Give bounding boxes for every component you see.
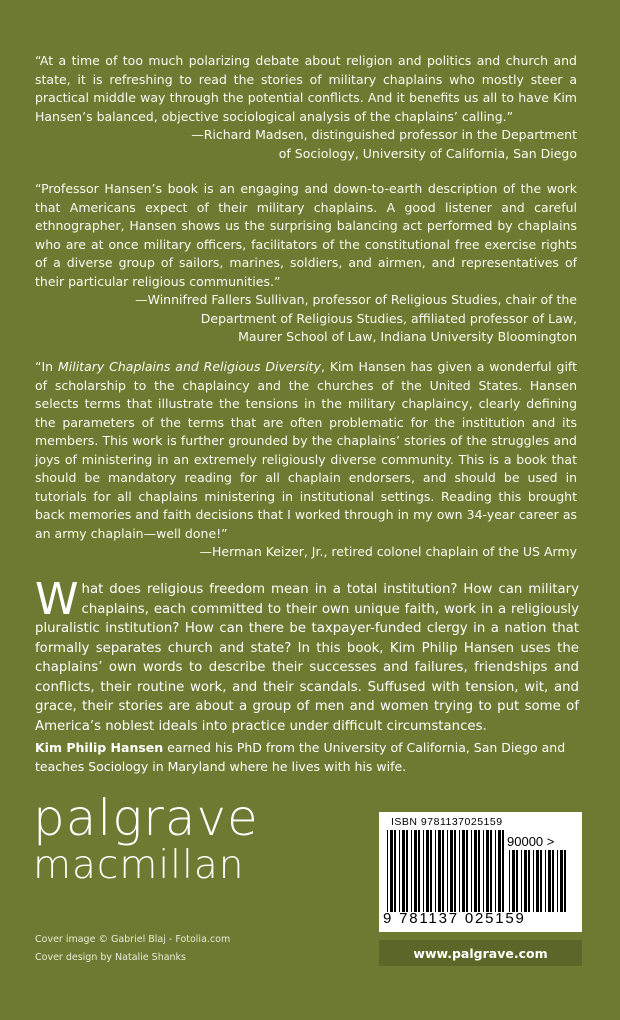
- barcode-bar: [426, 830, 429, 912]
- quote-attribution: —Herman Keizer, Jr., retired colonel chaplain of the US Army: [199, 544, 577, 559]
- barcode-bar: [486, 830, 489, 912]
- barcode-bar: [521, 850, 522, 912]
- barcode-bar: [387, 830, 388, 912]
- barcode-bar: [524, 850, 527, 912]
- publisher-logo: palgrave macmillan: [33, 789, 259, 888]
- barcode-bar: [411, 830, 412, 912]
- quote-attribution: —Winnifred Fallers Sullivan, professor of Religious Studies, chair of the Department of Religious Studies, affiliated professor of Law, Maurer School of Law, Indiana University Bloomington: [135, 292, 577, 344]
- barcode-bar: [509, 850, 510, 912]
- book-description: What does religious freedom mean in a total institution? How can military chaplains, each committed to their own unique faith, work in a religiously pluralistic institution? How can there be taxpayer-funded clergy in a nation that formally separates church and state? In this book, Kim Philip Hansen uses the chaplains’ own words to describe their successes and failures, friendships and conflicts, their routine work, and their scandals. Suffused with tension, wit, and grace, their stories are about a group of men and women trying to put some of America’s noblest ideals into practice under difficult circumstances.: [35, 574, 579, 734]
- barcode-bar: [438, 830, 441, 912]
- review-quote-1: [35, 52, 577, 163]
- barcode-bar: [462, 830, 465, 912]
- review-quote-2: [35, 180, 577, 347]
- drop-cap: W: [35, 574, 79, 625]
- cover-credits: Cover image © Gabriel Blaj - Fotolia.com Cover design by Natalie Shanks: [35, 934, 231, 963]
- barcode-bar: [478, 830, 480, 912]
- barcode-bar: [545, 850, 546, 912]
- publisher-website: www.palgrave.com: [379, 940, 582, 966]
- quote-text: “In Military Chaplains and Religious Diversity, Kim Hansen has given a wonderful gift of scholarship to the chaplaincy and the churches of the United States. Hansen selects terms that illustrate the tensions in the military chaplaincy, clearly defining the parameters of the terms that are often problematic for the institution and its members. This work is further grounded by the chaplains’ stories of the struggles and joys of ministering in an extremely religiously diverse community. This is a book that should be mandatory reading for all chaplain endorsers, and should be used in tutorials for all chaplains ministering in institutional settings. Reading this brought back memories and faith decisions that I worked through in my own 34-year career as an army chaplain—well done!”: [35, 359, 578, 541]
- barcode-bar: [548, 850, 551, 912]
- barcode-bar: [399, 830, 400, 912]
- barcode-bar: [564, 850, 566, 912]
- barcode-bar: [454, 830, 456, 912]
- barcode-bar: [528, 850, 530, 912]
- barcode-bar: [390, 830, 393, 912]
- barcode-bar: [490, 830, 492, 912]
- barcode-bar: [540, 850, 542, 912]
- barcode-bar: [442, 830, 444, 912]
- barcode-bar: [533, 850, 534, 912]
- barcode-bar: [516, 850, 518, 912]
- barcode-bar: [483, 830, 484, 912]
- barcode-bar: [560, 850, 563, 912]
- isbn-digits: 9 781137 025159: [383, 910, 526, 927]
- author-name: Kim Philip Hansen: [35, 740, 164, 755]
- barcode-bar: [435, 830, 436, 912]
- barcode-bar: [512, 850, 515, 912]
- quote-attribution: —Richard Madsen, distinguished professor in the Department of Sociology, University of California, San Diego: [191, 127, 577, 161]
- barcode-bar: [430, 830, 432, 912]
- barcode-bar: [406, 830, 408, 912]
- barcode-bar: [474, 830, 477, 912]
- quote-text: “Professor Hansen’s book is an engaging and down-to-earth description of the work that Americans expect of their military chaplains. A good listener and careful ethnographer, Hansen shows us the surprising balancing act performed by chaplains who are at once military officers, facilitators of the constitutional free exercise rights of a diverse group of sailors, marines, soldiers, and airmen, and representatives of their particular religious communities.”: [35, 181, 577, 289]
- barcode-bar: [423, 830, 424, 912]
- barcode-bar: [552, 850, 554, 912]
- author-bio: Kim Philip Hansen earned his PhD from the University of California, San Diego and teaches Sociology in Maryland where he lives with his wife.: [35, 740, 566, 774]
- barcode-bar: [414, 830, 417, 912]
- isbn-barcode: [379, 812, 582, 932]
- barcode-bar: [450, 830, 453, 912]
- barcode-bar: [557, 850, 558, 912]
- barcode-bar: [447, 830, 448, 912]
- barcode-bar: [418, 830, 420, 912]
- price-addon: 90000 >: [507, 834, 555, 849]
- barcode-bar: [459, 830, 460, 912]
- barcode-bar: [471, 830, 472, 912]
- barcode-bar: [402, 830, 405, 912]
- barcode-bar: [536, 850, 539, 912]
- quote-text: “At a time of too much polarizing debate about religion and politics and church and state, it is refreshing to read the stories of military chaplains who mostly steer a practical middle way through the potential conflicts. And it benefits us all to have Kim Hansen’s balanced, objective sociological analysis of the chaplains’ calling.”: [35, 53, 577, 124]
- barcode-bar: [495, 830, 496, 912]
- barcode-bar: [466, 830, 468, 912]
- addon-barcode-icon: [509, 850, 571, 912]
- barcode-bar: [498, 830, 501, 912]
- review-quote-3: [35, 358, 577, 562]
- isbn-label: ISBN 9781137025159: [391, 816, 503, 828]
- barcode-icon: [387, 830, 505, 912]
- barcode-bar: [394, 830, 396, 912]
- barcode-bar: [502, 830, 504, 912]
